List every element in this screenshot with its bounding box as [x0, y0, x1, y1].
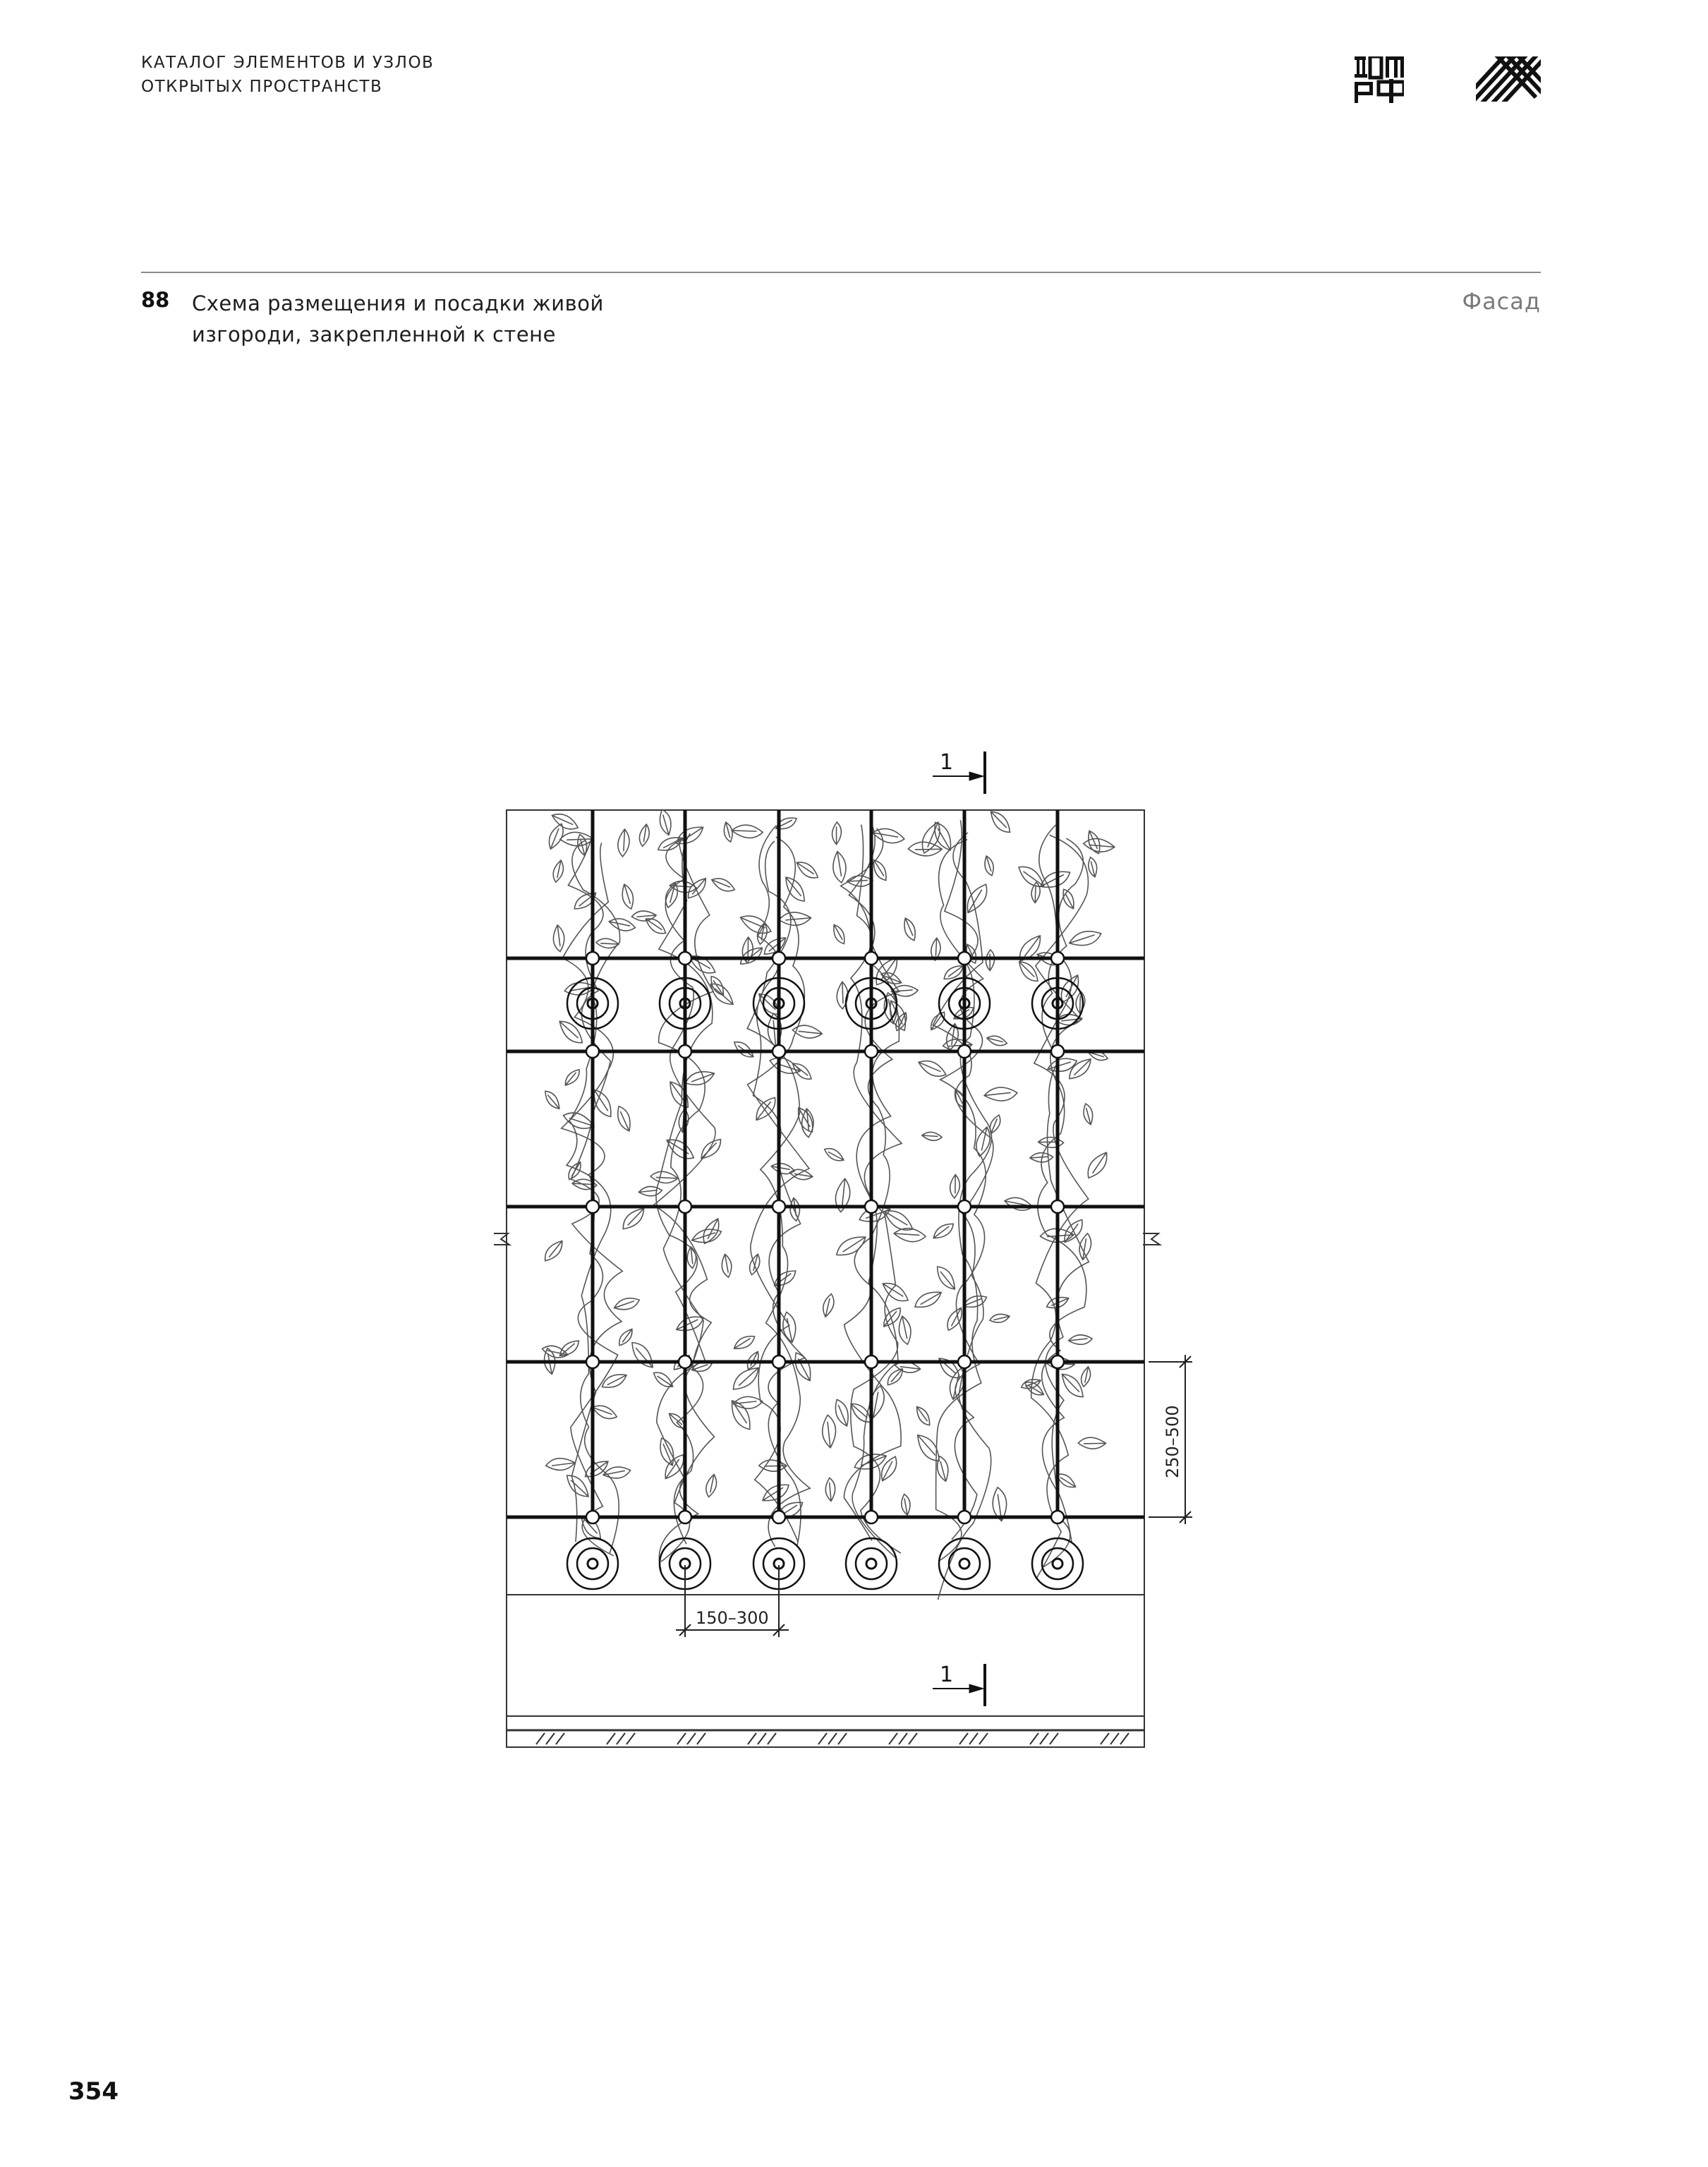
leaf-icon: [825, 1478, 836, 1501]
leaf-icon: [637, 823, 652, 847]
leaf-icon: [564, 1471, 592, 1501]
leaf-icon: [880, 970, 903, 988]
leaf-icon: [550, 859, 567, 883]
section-mark-bottom-label: 1: [940, 1662, 954, 1687]
ground-hatch: [1030, 1733, 1038, 1744]
anchor-node: [773, 952, 785, 965]
leaf-icon: [602, 1466, 631, 1479]
catalog-title-line1: КАТАЛОГ ЭЛЕМЕНТОВ И УЗЛОВ: [141, 54, 435, 72]
catalog-title-line2: ОТКРЫТЫХ ПРОСТРАНСТВ: [141, 78, 383, 96]
leaf-icon: [832, 851, 847, 883]
leaf-icon: [1082, 1103, 1094, 1125]
leaf-icon: [771, 1267, 799, 1289]
anchor-node: [958, 952, 971, 965]
section-mark-top-label: 1: [940, 750, 954, 775]
ground-hatch: [979, 1733, 988, 1744]
leaf-icon: [985, 949, 995, 971]
ground-hatch: [687, 1733, 696, 1744]
section-number: 88: [141, 288, 170, 312]
leaf-icon: [898, 1315, 912, 1345]
leaf-icon: [684, 1069, 716, 1088]
anchor-node: [865, 1356, 878, 1368]
leaf-icon: [820, 1293, 837, 1318]
anchor-node: [865, 952, 878, 965]
leaf-icon: [901, 1494, 911, 1515]
leaf-icon: [703, 1473, 720, 1498]
leaf-icon: [1003, 1194, 1034, 1214]
leaf-icon: [628, 1338, 657, 1372]
dimension-horizontal-label: 150–300: [696, 1608, 769, 1628]
ground-hatch: [1101, 1733, 1109, 1744]
leaf-icon: [615, 1104, 634, 1133]
leaf-icon: [908, 840, 943, 857]
vine-stem: [939, 840, 986, 1540]
ground-hatch: [768, 1733, 776, 1744]
leaf-icon: [607, 915, 636, 934]
anchor-node: [1051, 1045, 1064, 1058]
anchor-node: [958, 1511, 971, 1523]
leaf-icon: [768, 1054, 802, 1079]
anchor-node: [865, 1511, 878, 1523]
anchor-node: [679, 1200, 691, 1213]
leaf-icon: [1078, 1436, 1106, 1450]
leaf-icon: [658, 809, 673, 836]
ground-hatch: [1120, 1733, 1129, 1744]
anchor-node: [679, 1511, 691, 1523]
leaf-icon: [758, 1459, 787, 1473]
planting-pot-icon: [567, 1538, 618, 1589]
vine-stem: [568, 834, 622, 1542]
leaf-icon: [664, 1134, 697, 1164]
leaf-icon: [562, 1067, 583, 1087]
leaf-icon: [738, 910, 774, 938]
leaf-icon: [832, 1398, 851, 1428]
ground-hatch: [677, 1733, 686, 1744]
leaf-icon: [823, 1145, 846, 1164]
leaf-icon: [833, 1233, 870, 1260]
planting-pot-icon: [1032, 1538, 1083, 1589]
leaf-icon: [847, 875, 873, 887]
leaf-icon: [1038, 868, 1073, 891]
anchor-node: [958, 1045, 971, 1058]
leaf-icon: [989, 1313, 1010, 1324]
leaf-icon: [600, 1371, 629, 1391]
anchor-node: [773, 1200, 785, 1213]
leaf-icon: [616, 828, 631, 857]
anchor-node: [773, 1511, 785, 1523]
leaf-icon: [546, 1459, 575, 1471]
leaf-icon: [697, 1136, 725, 1161]
leaf-icon: [779, 912, 811, 926]
anchor-node: [1051, 1511, 1064, 1523]
leaf-icon: [792, 1350, 814, 1383]
anchor-node: [773, 1045, 785, 1058]
ground-hatch: [818, 1733, 827, 1744]
anchor-node: [773, 1356, 785, 1368]
leaf-icon: [782, 873, 808, 905]
ground-hatch: [969, 1733, 978, 1744]
page-number: 354: [68, 2077, 119, 2106]
ground-hatch: [758, 1733, 766, 1744]
vine-stem: [851, 825, 902, 1554]
break-mark-right: [1143, 1233, 1160, 1245]
ground-hatch: [828, 1733, 837, 1744]
leaf-icon: [790, 1198, 800, 1221]
ground-hatch: [536, 1733, 545, 1744]
leaf-icon: [914, 1404, 933, 1428]
leaf-icon: [1079, 1365, 1093, 1387]
ground-hatch: [546, 1733, 555, 1744]
anchor-node: [679, 952, 691, 965]
anchor-node: [1051, 1356, 1064, 1368]
leaf-icon: [884, 1366, 906, 1387]
anchor-node: [586, 1200, 599, 1213]
leaf-icon: [914, 1430, 943, 1466]
vine-stem: [1042, 838, 1089, 1567]
anchor-node: [1051, 1200, 1064, 1213]
ground-hatch: [1110, 1733, 1119, 1744]
leaf-icon: [790, 1059, 814, 1083]
leaf-icon: [613, 1296, 641, 1312]
leaf-icon: [673, 823, 706, 847]
anchor-node: [1051, 952, 1064, 965]
anchor-node: [586, 1511, 599, 1523]
leaf-icon: [782, 1311, 797, 1343]
leaf-icon: [941, 962, 966, 982]
ground-hatch: [626, 1733, 635, 1744]
leaf-icon: [751, 1094, 780, 1123]
leaf-icon: [822, 1415, 836, 1448]
ground-hatch: [617, 1733, 625, 1744]
anchor-node: [679, 1356, 691, 1368]
leaf-icon: [912, 1288, 945, 1311]
leaf-icon: [1069, 1334, 1093, 1344]
leaf-icon: [1038, 1136, 1064, 1149]
section-category: Фасад: [1462, 288, 1541, 315]
leaf-icon: [620, 883, 635, 910]
leaf-icon: [933, 1263, 958, 1293]
leaf-icon: [880, 1305, 904, 1329]
leaf-icon: [686, 950, 717, 978]
leaf-icon: [1087, 857, 1098, 878]
ground-hatch: [909, 1733, 917, 1744]
leaf-icon: [1068, 929, 1103, 948]
leaf-icon: [871, 857, 889, 883]
leaf-icon: [590, 1401, 619, 1423]
leaf-icon: [931, 1221, 957, 1241]
leaf-icon: [871, 825, 906, 847]
anchor-node: [865, 1200, 878, 1213]
dimension-vertical-label: 250–500: [1163, 1405, 1182, 1478]
leaf-icon: [731, 823, 763, 840]
anchor-node: [586, 952, 599, 965]
leaf-icon: [732, 1333, 757, 1352]
leaf-icon: [921, 1130, 943, 1142]
anchor-node: [958, 1200, 971, 1213]
leaf-icon: [746, 1253, 763, 1276]
leaf-icon: [638, 1186, 662, 1196]
leaf-icon: [935, 1455, 950, 1482]
leaf-icon: [556, 1016, 586, 1048]
anchor-node: [586, 1356, 599, 1368]
leaf-icon: [1077, 1232, 1094, 1261]
ground-hatch: [697, 1733, 705, 1744]
leaf-icon: [902, 917, 918, 942]
leaf-icon: [1020, 1377, 1042, 1390]
leaf-icon: [721, 1254, 732, 1278]
anchor-node: [586, 1045, 599, 1058]
leaf-icon: [1046, 1056, 1078, 1073]
planting-pot-icon: [939, 1538, 990, 1589]
leaf-icon: [650, 1169, 679, 1185]
anchor-node: [958, 1356, 971, 1368]
leaf-icon: [1083, 1149, 1113, 1181]
leaf-icon: [988, 807, 1014, 836]
leaf-icon: [794, 857, 820, 882]
leaf-icon: [986, 1033, 1008, 1049]
section-title-line1: Схема размещения и посадки живой: [192, 291, 604, 315]
leaf-icon: [732, 1038, 756, 1061]
ground-hatch: [1040, 1733, 1048, 1744]
leaf-icon: [1016, 958, 1041, 985]
ground-hatch: [1050, 1733, 1058, 1744]
ground-hatch: [899, 1733, 907, 1744]
section-title-line2: изгороди, закрепленной к стене: [192, 322, 556, 346]
ground-hatch: [607, 1733, 615, 1744]
anchor-node: [679, 1045, 691, 1058]
leaf-icon: [540, 1238, 567, 1264]
ground-hatch: [889, 1733, 897, 1744]
ground-hatch: [748, 1733, 756, 1744]
leaf-icon: [651, 1368, 675, 1391]
leaf-icon: [595, 937, 619, 950]
leaf-icon: [723, 821, 734, 843]
planting-pot-icon: [846, 1538, 897, 1589]
leaf-icon: [710, 874, 737, 895]
leaf-icon: [831, 822, 842, 845]
leaf-icon: [553, 925, 564, 952]
ground-hatch: [959, 1733, 968, 1744]
leaf-icon: [881, 1205, 916, 1236]
leaf-icon: [643, 915, 668, 938]
ground-hatch: [838, 1733, 847, 1744]
ground-hatch: [556, 1733, 564, 1744]
leaf-icon: [831, 923, 847, 946]
leaf-icon: [984, 1087, 1017, 1101]
leaf-icon: [949, 1174, 962, 1199]
leaf-icon: [737, 944, 766, 967]
leaf-icon: [543, 1088, 562, 1112]
leaf-icon: [983, 855, 995, 876]
anchor-node: [865, 1045, 878, 1058]
leaf-icon: [619, 1205, 648, 1233]
leaf-icon: [658, 1436, 677, 1467]
